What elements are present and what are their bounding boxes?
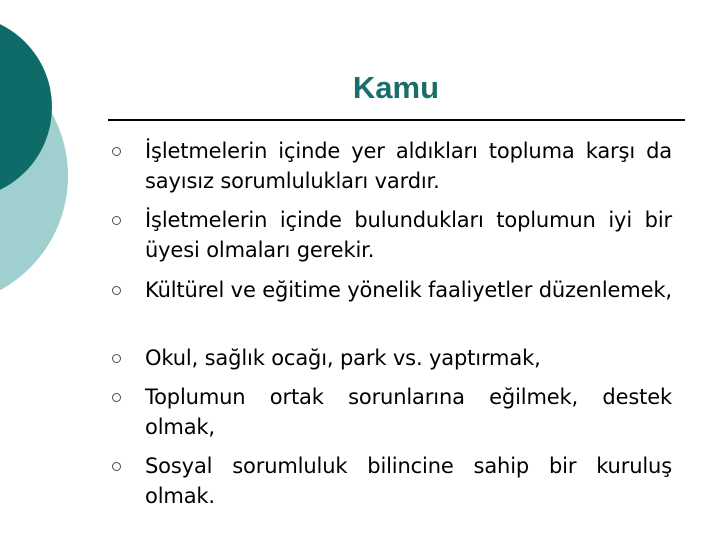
bullet-circle-icon: [112, 354, 121, 363]
bullet-text: Sosyal sorumluluk bilincine sahip bir kuruluş olmak.: [145, 454, 672, 508]
slide-title: Kamu: [352, 70, 440, 105]
bullet-circle-icon: [112, 462, 121, 471]
bullet-circle-icon: [112, 147, 121, 156]
bullet-text: Toplumun ortak sorunlarına eğilmek, destek olmak,: [145, 385, 672, 439]
decorative-circles: [0, 0, 80, 290]
bullet-text: Okul, sağlık ocağı, park vs. yaptırmak,: [145, 346, 541, 370]
bullet-circle-icon: [112, 216, 121, 225]
bullet-item: [112, 343, 672, 373]
bullet-text: İşletmelerin içinde yer aldıkları topluma karşı da sayısız sorumlulukları vardır.: [145, 139, 672, 193]
bullet-text: İşletmelerin içinde bulundukları toplumun iyi bir üyesi olmaları gerekir.: [145, 208, 672, 262]
title-divider: [108, 119, 685, 121]
bullet-item: [112, 205, 672, 265]
bullet-item: [112, 275, 672, 305]
bullet-item: [112, 136, 672, 196]
bullet-text: Kültürel ve eğitime yönelik faaliyetler düzenlemek,: [145, 278, 672, 302]
bullet-circle-icon: [112, 393, 121, 402]
bullet-item: [112, 382, 672, 442]
bullet-item: [112, 451, 672, 511]
bullet-circle-icon: [112, 286, 121, 295]
